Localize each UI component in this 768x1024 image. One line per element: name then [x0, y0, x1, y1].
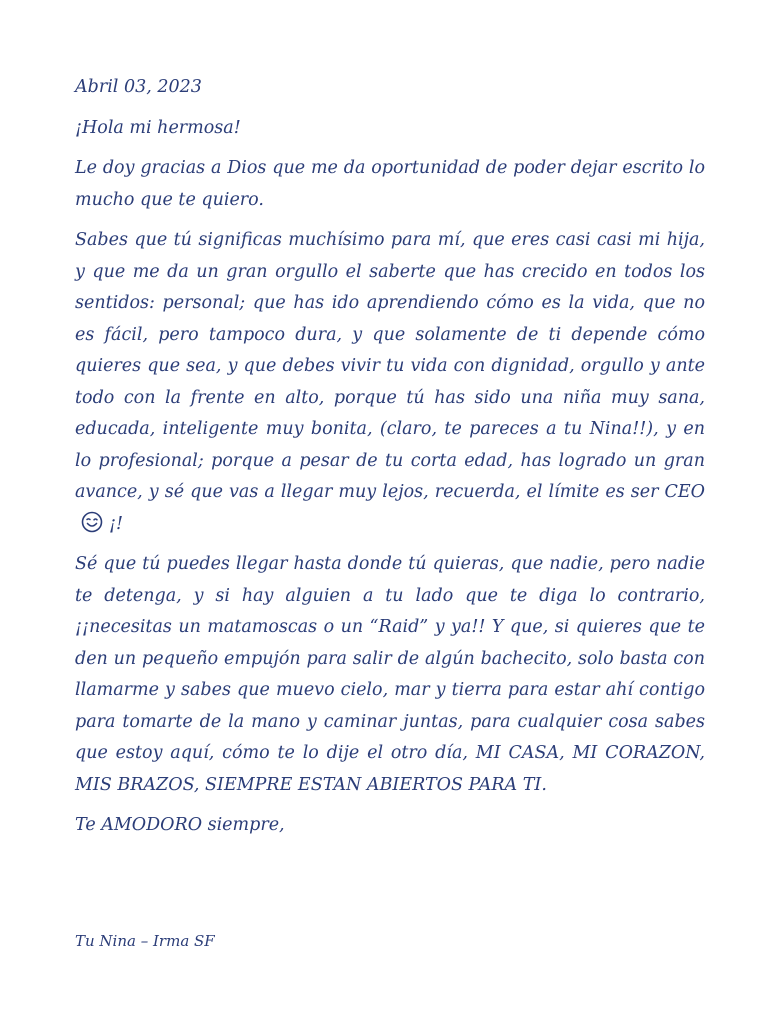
- letter-body: [75, 72, 705, 842]
- paragraph-pride: [75, 225, 705, 540]
- paragraph-pride-text: Sabes que tú significas muchísimo para mí, que eres casi casi mi hija, y que me da un gran orgullo el saberte que has crecido en todos los sentidos: personal; que has ido aprendiendo cómo es la vida, que no es fácil, pero tampoco dura, y que solamente de ti depende cómo quieres que sea, y que debes vivir tu vida con dignidad, orgullo y ante todo con la frente en alto, porque tú has sido una niña muy sana, educada, inteligente muy bonita, (claro, te pareces a tu Nina!!), y en lo profesional; porque a pesar de tu corta edad, has logrado un gran avance, y sé que vas a llegar muy lejos, recuerda, el límite es ser CEO: [75, 230, 705, 502]
- letter-closing: Te AMODORO siempre,: [75, 815, 285, 835]
- letter-date: Abril 03, 2023: [75, 77, 202, 97]
- paragraph-pride-end: ¡!: [109, 513, 124, 534]
- paragraph-support: Sé que tú puedes llegar hasta donde tú quieras, que nadie, pero nadie te detenga, y si hay alguien a tu lado que te diga lo contrario, ¡¡necesitas un matamoscas o un “Raid” y ya!! Y que, si quieres que te den un pequeño empujón para salir de algún bachecito, solo basta con llamarme y sabes que muevo cielo, mar y tierra para estar ahí contigo para tomarte de la mano y caminar juntas, para cualquier cosa sabes que estoy aquí, cómo te lo dije el otro día, MI CASA, MI CORAZON, MIS BRAZOS, SIEMPRE ESTAN ABIERTOS PARA TI.: [75, 554, 705, 795]
- letter-signature: Tu Nina – Irma SF: [75, 932, 215, 950]
- letter-greeting: ¡Hola mi hermosa!: [75, 117, 241, 138]
- paragraph-gratitude: Le doy gracias a Dios que me da oportunidad de poder dejar escrito lo mucho que te quiero.: [75, 158, 705, 210]
- winking-smiley-icon: [81, 511, 103, 533]
